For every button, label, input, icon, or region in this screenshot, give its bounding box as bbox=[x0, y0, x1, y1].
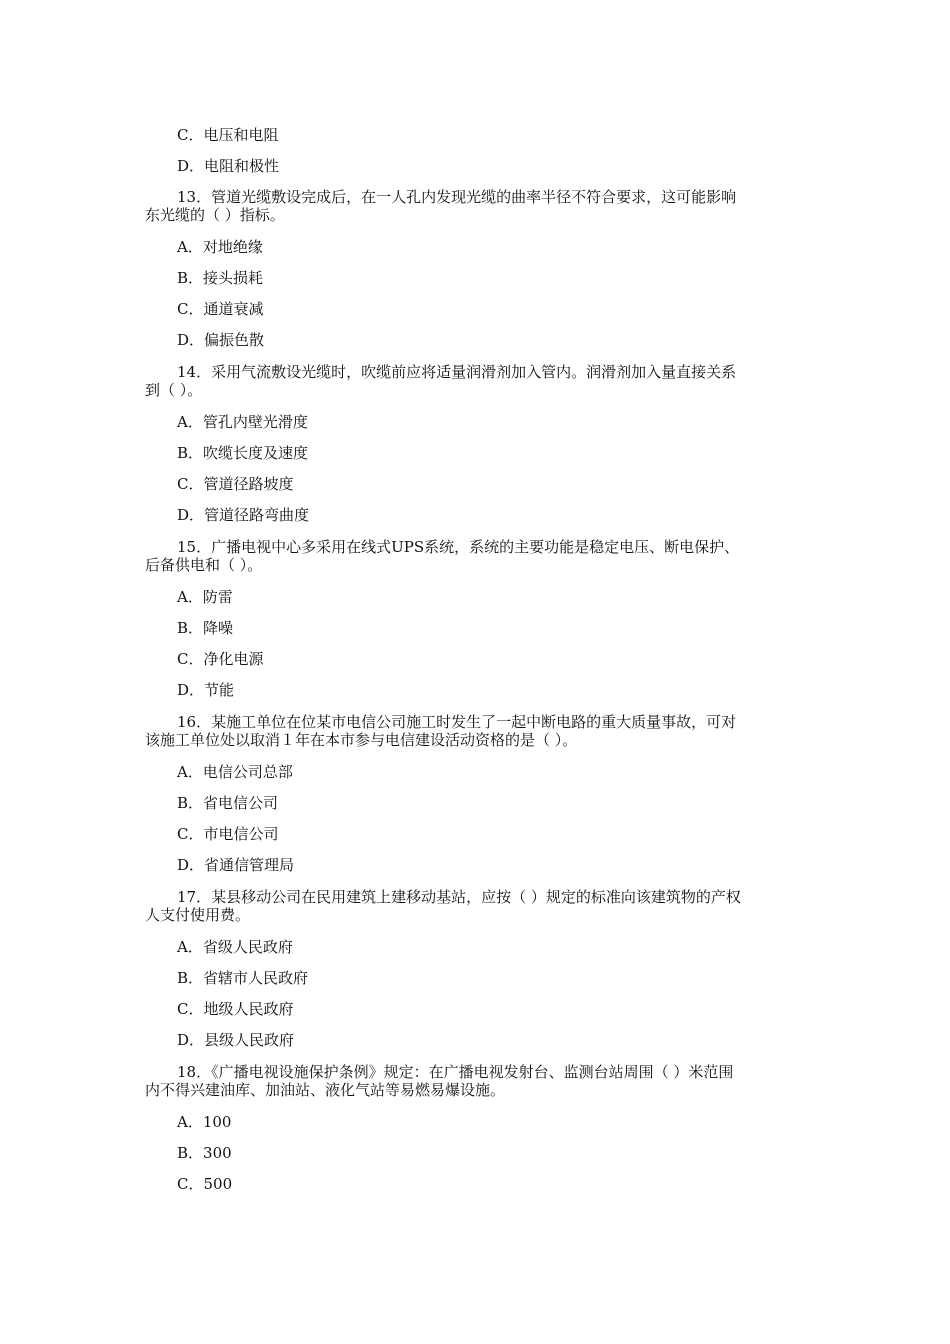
option-a: A．电信公司总部 bbox=[177, 763, 293, 781]
option-a: A．管孔内壁光滑度 bbox=[177, 413, 308, 431]
question-13-line1: 13．管道光缆敷设完成后，在一人孔内发现光缆的曲率半径不符合要求，这可能影响 bbox=[177, 188, 737, 206]
option-a: A．对地绝缘 bbox=[177, 238, 263, 256]
option-c: C．净化电源 bbox=[177, 650, 264, 668]
option-c: C．500 bbox=[177, 1175, 233, 1193]
option-c: C．电压和电阻 bbox=[177, 126, 279, 144]
question-15-line2: 后备供电和（ ）。 bbox=[145, 556, 263, 574]
question-17-line2: 人支付使用费。 bbox=[145, 906, 251, 924]
option-b: B．降噪 bbox=[177, 619, 234, 637]
option-b: B．接头损耗 bbox=[177, 269, 264, 287]
option-d: D．偏振色散 bbox=[177, 331, 265, 349]
question-14-line2: 到（ ）。 bbox=[145, 381, 203, 399]
option-b: B．省电信公司 bbox=[177, 794, 279, 812]
option-c: C．地级人民政府 bbox=[177, 1000, 294, 1018]
question-16 bbox=[145, 713, 810, 749]
question-17 bbox=[145, 888, 810, 924]
option-d: D．省通信管理局 bbox=[177, 856, 295, 874]
question-13 bbox=[145, 188, 810, 224]
option-d: D．管道径路弯曲度 bbox=[177, 506, 310, 524]
question-16-line1: 16．某施工单位在位某市电信公司施工时发生了一起中断电路的重大质量事故，可对 bbox=[177, 713, 737, 731]
option-d: D．县级人民政府 bbox=[177, 1031, 295, 1049]
question-15-line1: 15．广播电视中心多采用在线式UPS系统，系统的主要功能是稳定电压、断电保护、 bbox=[177, 538, 740, 556]
question-13-line2: 东光缆的（ ）指标。 bbox=[145, 206, 285, 224]
question-16-line2: 该施工单位处以取消１年在本市参与电信建设活动资格的是（ ）。 bbox=[145, 731, 578, 749]
option-b: B．300 bbox=[177, 1144, 232, 1162]
question-17-line1: 17．某县移动公司在民用建筑上建移动基站，应按（ ）规定的标准向该建筑物的产权 bbox=[177, 888, 741, 906]
question-18-line2: 内不得兴建油库、加油站、液化气站等易燃易爆设施。 bbox=[145, 1081, 506, 1099]
question-14 bbox=[145, 363, 810, 399]
option-c: C．通道衰减 bbox=[177, 300, 264, 318]
question-18-line1: 18．《广播电视设施保护条例》规定：在广播电视发射台、监测台站周围（ ）米范围 bbox=[177, 1063, 734, 1081]
question-15 bbox=[145, 538, 810, 574]
option-a: A．100 bbox=[177, 1113, 232, 1131]
option-c: C．市电信公司 bbox=[177, 825, 279, 843]
option-a: A．防雷 bbox=[177, 588, 233, 606]
option-a: A．省级人民政府 bbox=[177, 938, 293, 956]
question-18 bbox=[145, 1063, 810, 1099]
option-d: D．节能 bbox=[177, 681, 235, 699]
question-14-line1: 14．采用气流敷设光缆时，吹缆前应将适量润滑剂加入管内。润滑剂加入量直接关系 bbox=[177, 363, 737, 381]
option-c: C．管道径路坡度 bbox=[177, 475, 294, 493]
option-b: B．省辖市人民政府 bbox=[177, 969, 309, 987]
option-d: D．电阻和极性 bbox=[177, 157, 280, 175]
option-b: B．吹缆长度及速度 bbox=[177, 444, 309, 462]
